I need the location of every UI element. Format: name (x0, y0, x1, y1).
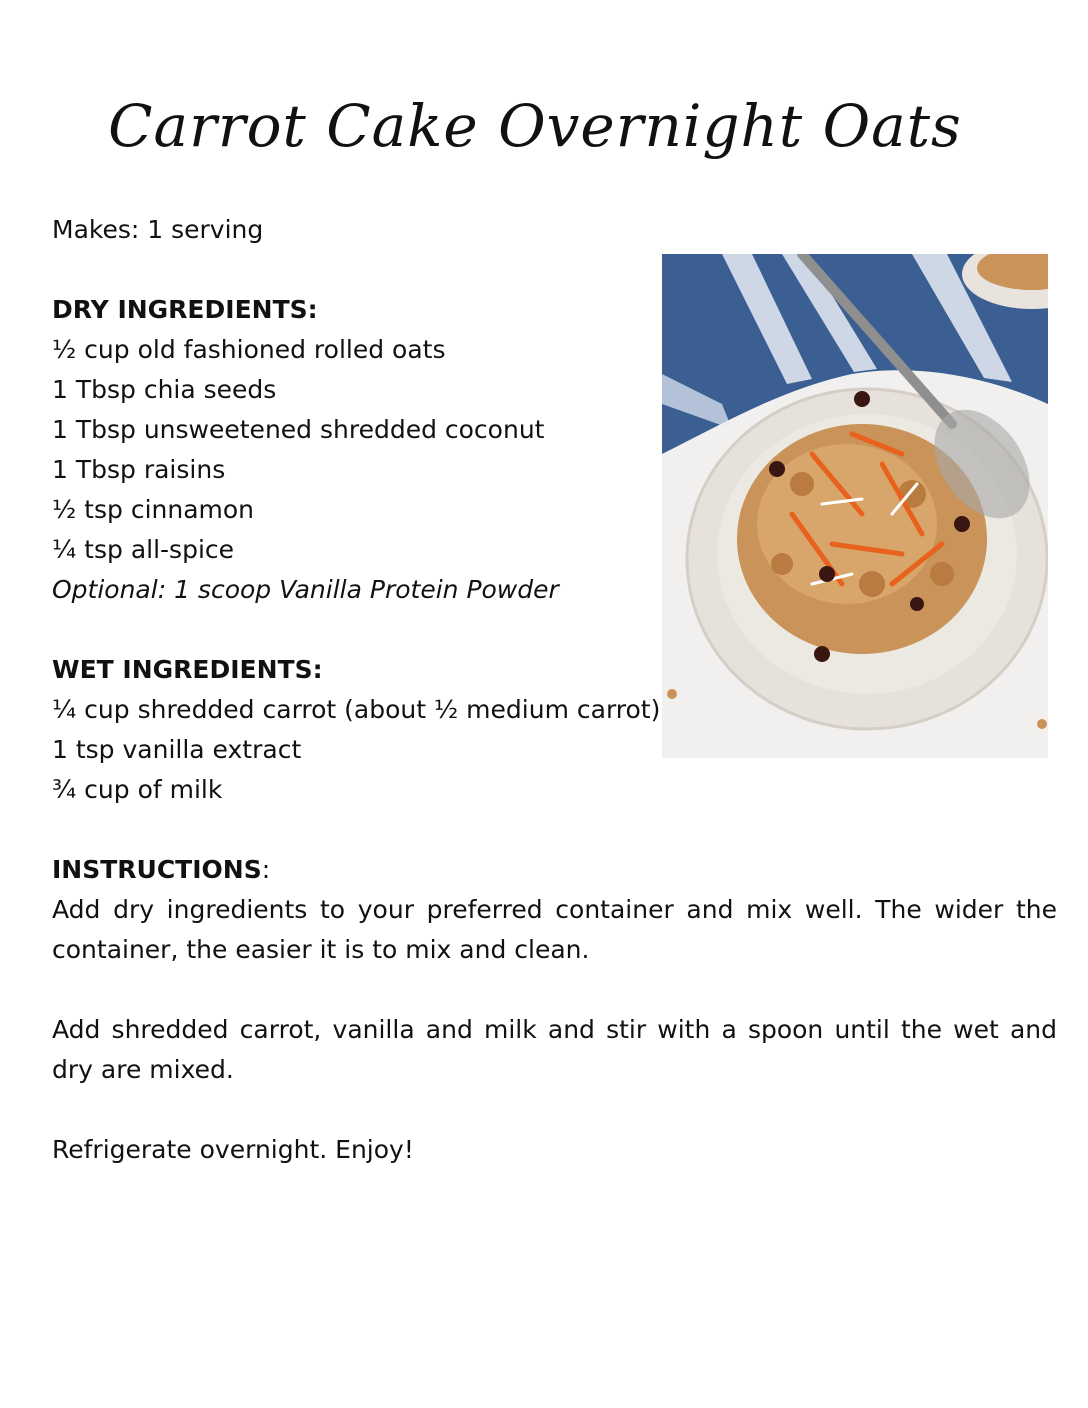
dry-ingredients-heading: DRY INGREDIENTS: (52, 295, 318, 324)
oats-bowl-photo (662, 254, 1048, 758)
oats-bowl-illustration (662, 254, 1048, 758)
wet-ingredients-heading: WET INGREDIENTS: (52, 655, 323, 684)
instructions-colon: : (261, 855, 271, 884)
dry-ingredient-item: ¼ tsp all-spice (52, 535, 235, 564)
wet-ingredient-item: ¼ cup shredded carrot (about ½ medium carrot) (52, 695, 661, 724)
recipe-title: Carrot Cake Overnight Oats (108, 92, 962, 160)
optional-ingredient: Optional: 1 scoop Vanilla Protein Powder (52, 575, 559, 604)
instruction-step: Add dry ingredients to your preferred container and mix well. The wider the container, the easier it is to mix and clean. (52, 895, 1057, 964)
dry-ingredient-item: ½ tsp cinnamon (52, 495, 255, 524)
instructions-heading-row (52, 850, 1057, 890)
wet-ingredient-item: 1 tsp vanilla extract (52, 735, 302, 764)
dry-ingredient-item: 1 Tbsp raisins (52, 455, 226, 484)
instruction-step: Add shredded carrot, vanilla and milk and stir with a spoon until the wet and dry are mixed. (52, 1015, 1057, 1084)
dry-ingredient-item: ½ cup old fashioned rolled oats (52, 335, 446, 364)
servings-text: Makes: 1 serving (52, 215, 264, 244)
dry-ingredient-item: 1 Tbsp unsweetened shredded coconut (52, 415, 545, 444)
instructions-heading: INSTRUCTIONS (52, 855, 262, 884)
wet-ingredient-item: ¾ cup of milk (52, 775, 223, 804)
dry-ingredient-item: 1 Tbsp chia seeds (52, 375, 277, 404)
instruction-step: Refrigerate overnight. Enjoy! (52, 1135, 414, 1164)
